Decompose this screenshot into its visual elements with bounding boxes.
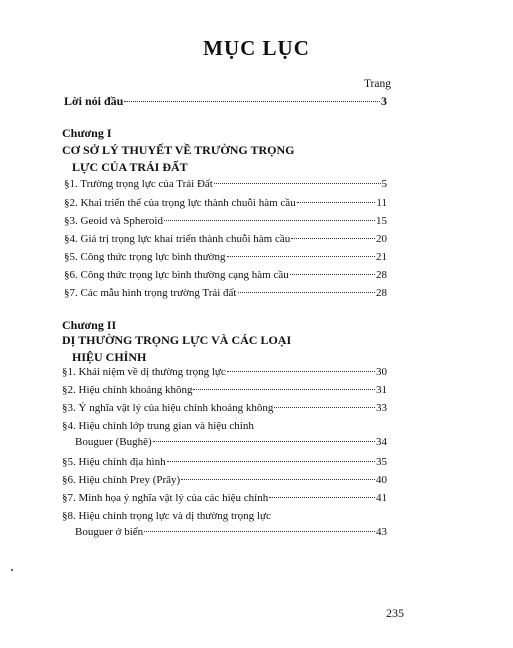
dot-leader	[269, 497, 375, 498]
chapter-1-title-line1: CƠ SỞ LÝ THUYẾT VỀ TRƯỜNG TRỌNG	[62, 143, 295, 157]
entry-text: §4. Giá trị trọng lực khai triển thành chuỗi hàm cầu	[64, 233, 291, 245]
dot-leader	[297, 202, 376, 203]
toc-entry[interactable]	[64, 233, 387, 245]
toc-entry[interactable]	[62, 456, 387, 468]
dot-leader	[193, 389, 375, 390]
dot-leader	[274, 407, 375, 408]
dot-leader	[291, 238, 375, 239]
entry-page: 30	[376, 366, 387, 378]
toc-entry[interactable]	[62, 492, 387, 504]
chapter-1-title	[62, 142, 295, 176]
page-title: MỤC LỤC	[203, 36, 310, 60]
toc-entry[interactable]	[64, 269, 387, 281]
entry-page: 28	[376, 269, 387, 281]
chapter-2-title-line1: DỊ THƯỜNG TRỌNG LỰC VÀ CÁC LOẠI	[62, 333, 292, 347]
entry-text: §6. Công thức trọng lực bình thường cạng hàm cầu	[64, 269, 289, 281]
dot-leader	[153, 441, 375, 442]
toc-entry[interactable]	[62, 366, 387, 378]
dot-leader	[214, 183, 381, 184]
toc-entry[interactable]	[62, 384, 387, 396]
chapter-2-title-line2: HIỆU CHỈNH	[72, 350, 147, 364]
entry-page: 40	[376, 474, 387, 486]
entry-page: 15	[376, 215, 387, 227]
entry-text-cont: Bouguer ở biển	[75, 526, 144, 538]
entry-page: 31	[376, 384, 387, 396]
entry-page: 33	[376, 402, 387, 414]
dot-leader	[144, 531, 375, 532]
toc-entry[interactable]	[62, 474, 387, 486]
entry-page: 5	[381, 178, 387, 190]
entry-text: §7. Các mẫu hình trọng trường Trái đất	[64, 287, 237, 299]
entry-page: 3	[381, 94, 387, 108]
entry-page: 35	[376, 456, 387, 468]
scan-speck	[11, 569, 13, 571]
toc-entry[interactable]	[62, 402, 387, 414]
entry-text: §8. Hiệu chỉnh trọng lực và dị thường trọng lực	[62, 510, 271, 522]
entry-text: §7. Minh họa ý nghĩa vật lý của các hiệu chỉnh	[62, 492, 269, 504]
entry-text: §2. Hiệu chỉnh khoảng không	[62, 384, 193, 396]
chapter-1-title-line2: LỰC CỦA TRÁI ĐẤT	[72, 160, 188, 174]
dot-leader	[290, 274, 375, 275]
page-column-label: Trang	[363, 78, 391, 90]
entry-text: §6. Hiệu chỉnh Prey (Prây)	[62, 474, 181, 486]
entry-text: §1. Trường trọng lực của Trái Đất	[64, 178, 213, 190]
entry-text-cont: Bouguer (Bughê)	[75, 436, 152, 448]
toc-entry[interactable]	[75, 526, 387, 538]
chapter-1-label: Chương I	[62, 126, 112, 140]
entry-text: §5. Công thức trọng lực bình thường	[64, 251, 226, 263]
chapter-2-label: Chương II	[62, 318, 117, 332]
page-number: 235	[386, 606, 404, 620]
dot-leader	[227, 371, 375, 372]
dot-leader	[181, 479, 375, 480]
dot-leader	[124, 101, 380, 102]
entry-page: 20	[376, 233, 387, 245]
entry-text: §4. Hiệu chỉnh lớp trung gian và hiệu chỉnh	[62, 420, 254, 432]
toc-entry[interactable]	[64, 178, 387, 190]
toc-entry-preface[interactable]	[64, 94, 387, 109]
entry-page: 41	[376, 492, 387, 504]
entry-page: 43	[376, 526, 387, 538]
entry-text: §3. Ý nghĩa vật lý của hiệu chỉnh khoảng không	[62, 402, 274, 414]
entry-text: §3. Geoid và Spheroid	[64, 215, 163, 227]
entry-page: 11	[376, 197, 387, 209]
toc-entry[interactable]	[75, 436, 387, 448]
dot-leader	[238, 292, 376, 293]
entry-page: 34	[376, 436, 387, 448]
dot-leader	[167, 461, 375, 462]
entry-page: 28	[376, 287, 387, 299]
dot-leader	[227, 256, 376, 257]
entry-text: Lời nói đầu	[64, 94, 124, 108]
toc-entry[interactable]	[64, 287, 387, 299]
toc-entry[interactable]	[64, 197, 387, 209]
entry-text: §1. Khái niệm về dị thường trọng lực	[62, 366, 226, 378]
chapter-2-title	[62, 332, 291, 366]
entry-text: §2. Khai triển thế của trọng lực thành chuỗi hàm cầu	[64, 197, 296, 209]
toc-entry[interactable]	[64, 215, 387, 227]
entry-text: §5. Hiệu chỉnh địa hình	[62, 456, 166, 468]
entry-page: 21	[376, 251, 387, 263]
dot-leader	[164, 220, 375, 221]
toc-entry[interactable]	[64, 251, 387, 263]
